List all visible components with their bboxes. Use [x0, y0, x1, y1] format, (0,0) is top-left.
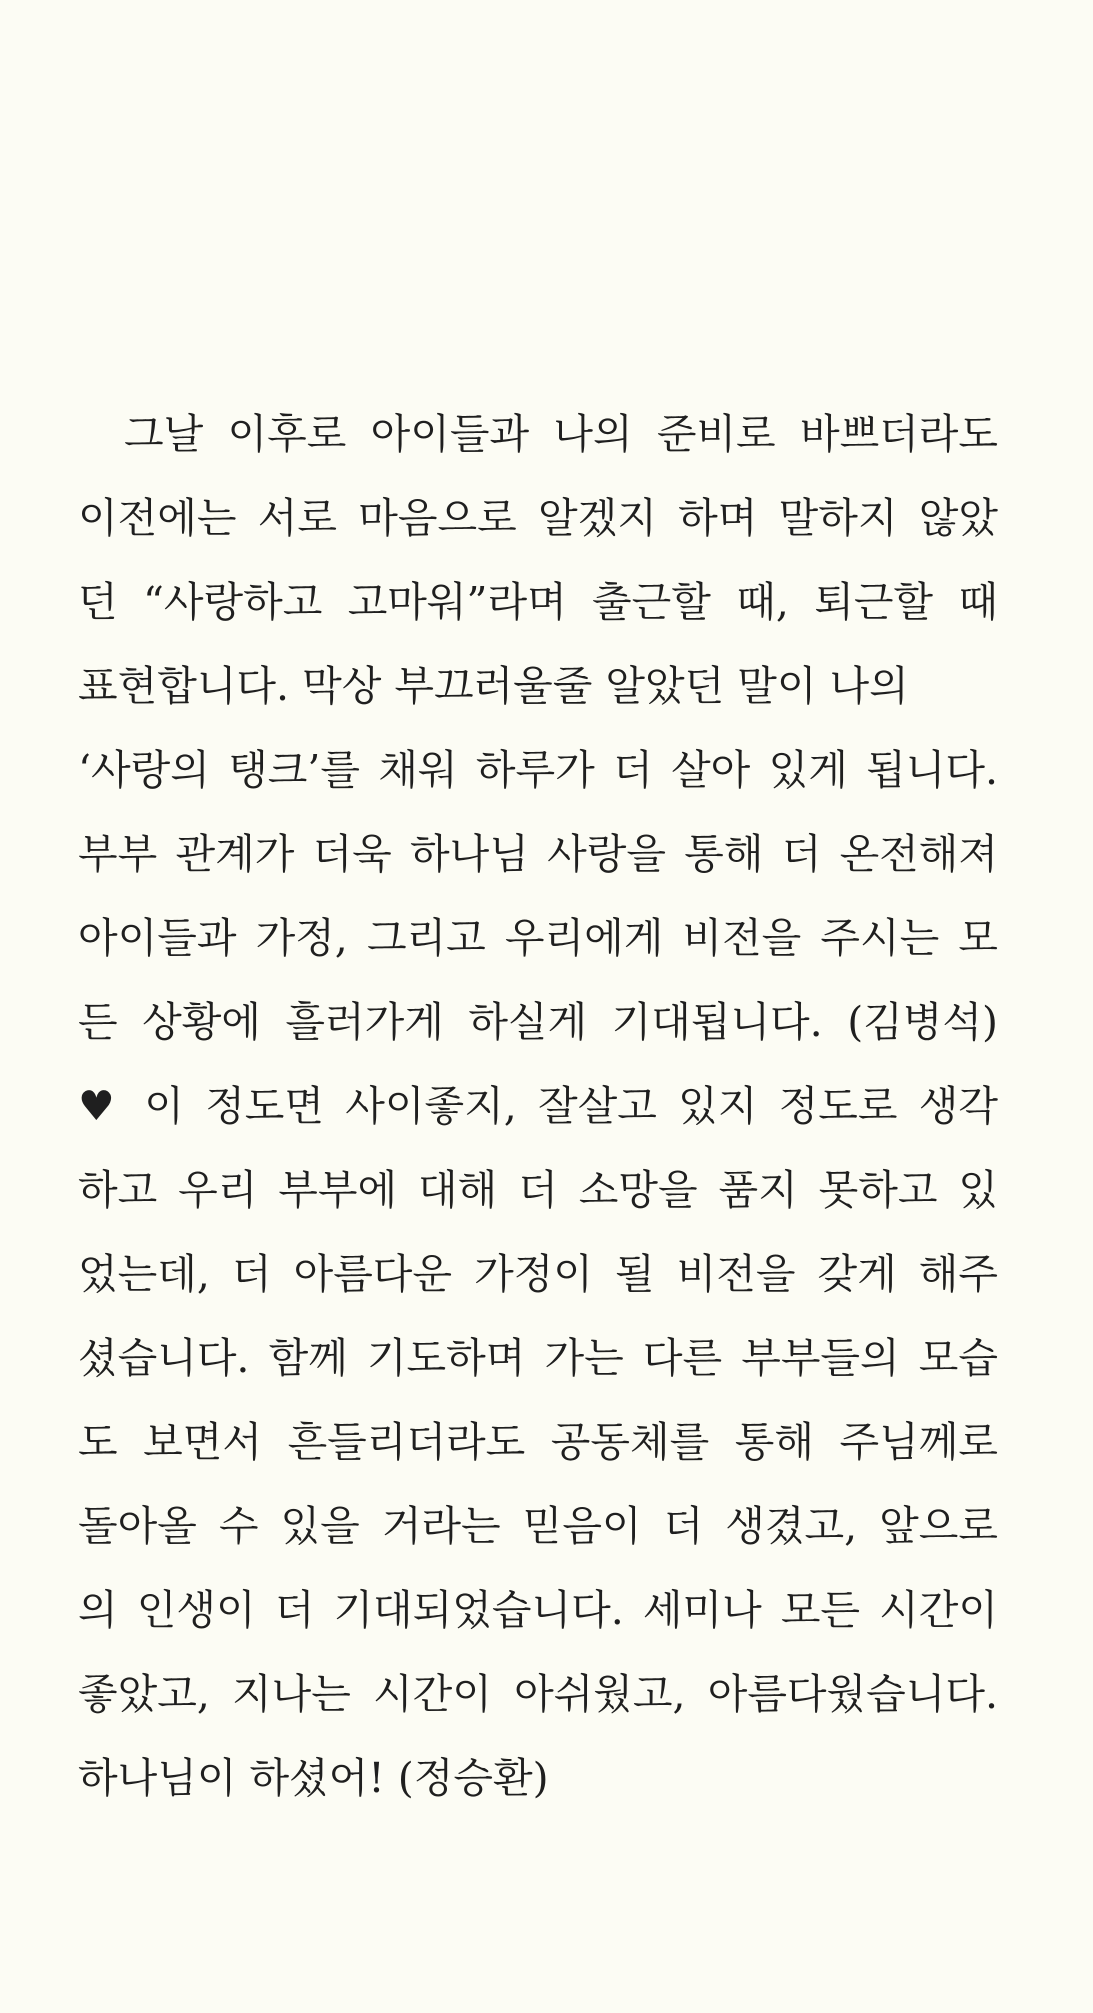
- text-line: ♥ 이 정도면 사이좋지, 잘살고 있지 정도로 생각: [78, 1082, 998, 1130]
- text-line: 의 인생이 더 기대되었습니다. 세미나 모든 시간이: [78, 1586, 998, 1634]
- text-line: 셨습니다. 함께 기도하며 가는 다른 부부들의 모습: [78, 1334, 998, 1382]
- text-line: 그날 이후로 아이들과 나의 준비로 바쁘더라도: [124, 410, 998, 458]
- text-line: 던 “사랑하고 고마워”라며 출근할 때, 퇴근할 때: [78, 578, 998, 626]
- text-line: 도 보면서 흔들리더라도 공동체를 통해 주님께로: [78, 1418, 998, 1466]
- text-line: 표현합니다. 막상 부끄러울줄 알았던 말이 나의: [78, 662, 909, 710]
- text-line: 아이들과 가정, 그리고 우리에게 비전을 주시는 모: [78, 914, 998, 962]
- text-line: 이전에는 서로 마음으로 알겠지 하며 말하지 않았: [78, 494, 998, 542]
- text-line: 하고 우리 부부에 대해 더 소망을 품지 못하고 있: [78, 1166, 998, 1214]
- testimony-text: [78, 392, 998, 1820]
- text-line: 돌아올 수 있을 거라는 믿음이 더 생겼고, 앞으로: [78, 1502, 998, 1550]
- text-line: 부부 관계가 더욱 하나님 사랑을 통해 더 온전해져: [78, 830, 998, 878]
- text-line: 하나님이 하셨어! (정승환): [78, 1754, 549, 1802]
- text-line: 었는데, 더 아름다운 가정이 될 비전을 갖게 해주: [78, 1250, 998, 1298]
- text-line: ‘사랑의 탱크’를 채워 하루가 더 살아 있게 됩니다.: [78, 746, 998, 794]
- text-line: 든 상황에 흘러가게 하실게 기대됩니다. (김병석): [78, 998, 998, 1046]
- text-line: 좋았고, 지나는 시간이 아쉬웠고, 아름다웠습니다.: [78, 1670, 998, 1718]
